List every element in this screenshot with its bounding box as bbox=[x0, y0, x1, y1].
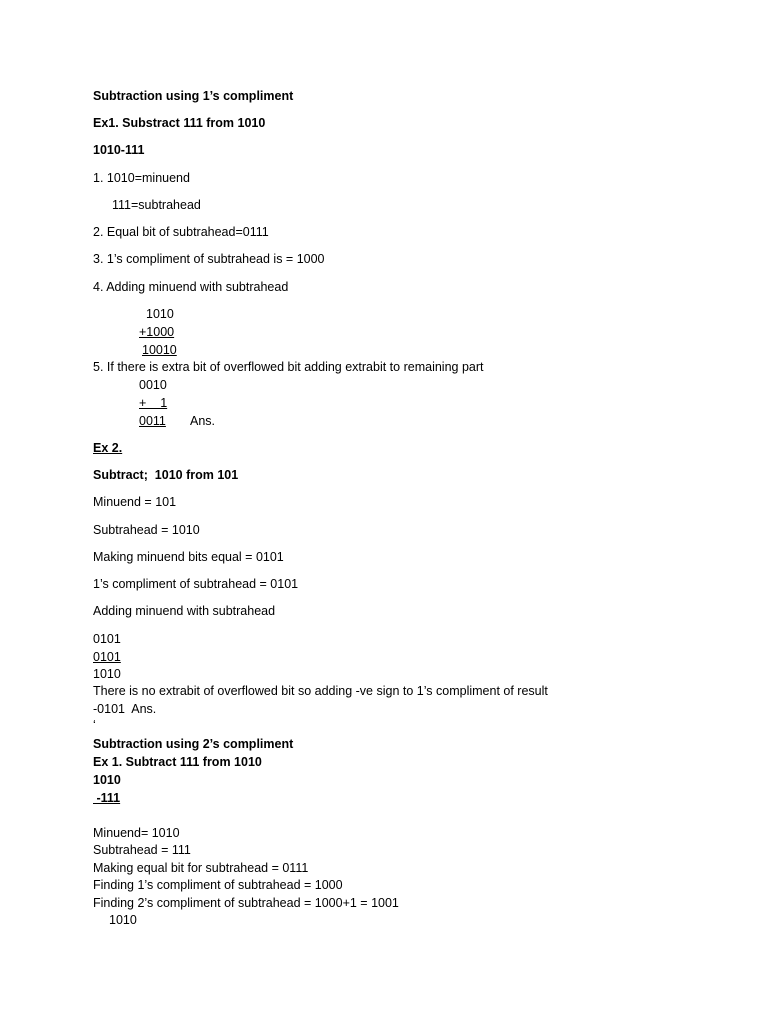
section2-subtrahead: Subtrahead = 111 bbox=[93, 843, 191, 857]
section2-title: Subtraction using 2’s compliment bbox=[93, 737, 294, 751]
section2-minuend: Minuend= 1010 bbox=[93, 826, 180, 840]
ex1-heading: Ex1. Substract 111 from 1010 bbox=[93, 116, 266, 130]
section1-title: Subtraction using 1’s compliment bbox=[93, 89, 294, 103]
calc2-line1: 0010 bbox=[139, 378, 167, 392]
ex1-step1-subtrahead: 111=subtrahead bbox=[112, 198, 201, 212]
ex2-note: There is no extrabit of overflowed bit so adding -ve sign to 1’s compliment of result bbox=[93, 684, 548, 698]
ex1-expression: 1010-111 bbox=[93, 143, 145, 157]
ex1-step2: 2. Equal bit of subtrahead=0111 bbox=[93, 225, 269, 239]
ex2-adding: Adding minuend with subtrahead bbox=[93, 604, 276, 618]
section2-equal-bit: Making equal bit for subtrahead = 0111 bbox=[93, 861, 309, 875]
ex2-subtrahead: Subtrahead = 1010 bbox=[93, 523, 200, 537]
ex2-equal-bits: Making minuend bits equal = 0101 bbox=[93, 550, 284, 564]
stray-mark: ‘ bbox=[93, 718, 96, 732]
calc2-answer: Ans. bbox=[190, 414, 216, 428]
section2-ex1-line1: 1010 bbox=[93, 773, 121, 787]
ex2-answer: -0101 Ans. bbox=[93, 702, 157, 716]
section2-ex1-line2: -111 bbox=[93, 791, 121, 805]
calc1-line1: 1010 bbox=[146, 307, 174, 321]
ex1-step1-minuend: 1. 1010=minuend bbox=[93, 171, 190, 185]
ex2-calc-line3: 1010 bbox=[93, 667, 121, 681]
ex2-ones-complement: 1’s compliment of subtrahead = 0101 bbox=[93, 577, 299, 591]
section2-ex1-heading: Ex 1. Subtract 111 from 1010 bbox=[93, 755, 262, 769]
ex1-step5: 5. If there is extra bit of overflowed bit adding extrabit to remaining part bbox=[93, 360, 484, 374]
ex1-step4: 4. Adding minuend with subtrahead bbox=[93, 280, 289, 294]
calc1-line2: +1000 bbox=[139, 325, 175, 339]
ex2-calc-line2: 0101 bbox=[93, 650, 121, 664]
ex2-subheading: Subtract; 1010 from 101 bbox=[93, 468, 239, 482]
section2-twos-complement: Finding 2’s compliment of subtrahead = 1000+1 = 1001 bbox=[93, 896, 399, 910]
ex2-minuend: Minuend = 101 bbox=[93, 495, 177, 509]
calc2-line2: + 1 bbox=[139, 396, 168, 410]
section2-last-line: 1010 bbox=[109, 913, 137, 927]
calc2-line3: 0011 bbox=[139, 414, 166, 428]
ex2-heading: Ex 2. bbox=[93, 441, 123, 455]
ex1-step3: 3. 1’s compliment of subtrahead is = 1000 bbox=[93, 252, 325, 266]
ex2-calc-line1: 0101 bbox=[93, 632, 121, 646]
section2-ones-complement: Finding 1’s compliment of subtrahead = 1000 bbox=[93, 878, 343, 892]
calc1-line3: 10010 bbox=[142, 343, 177, 357]
